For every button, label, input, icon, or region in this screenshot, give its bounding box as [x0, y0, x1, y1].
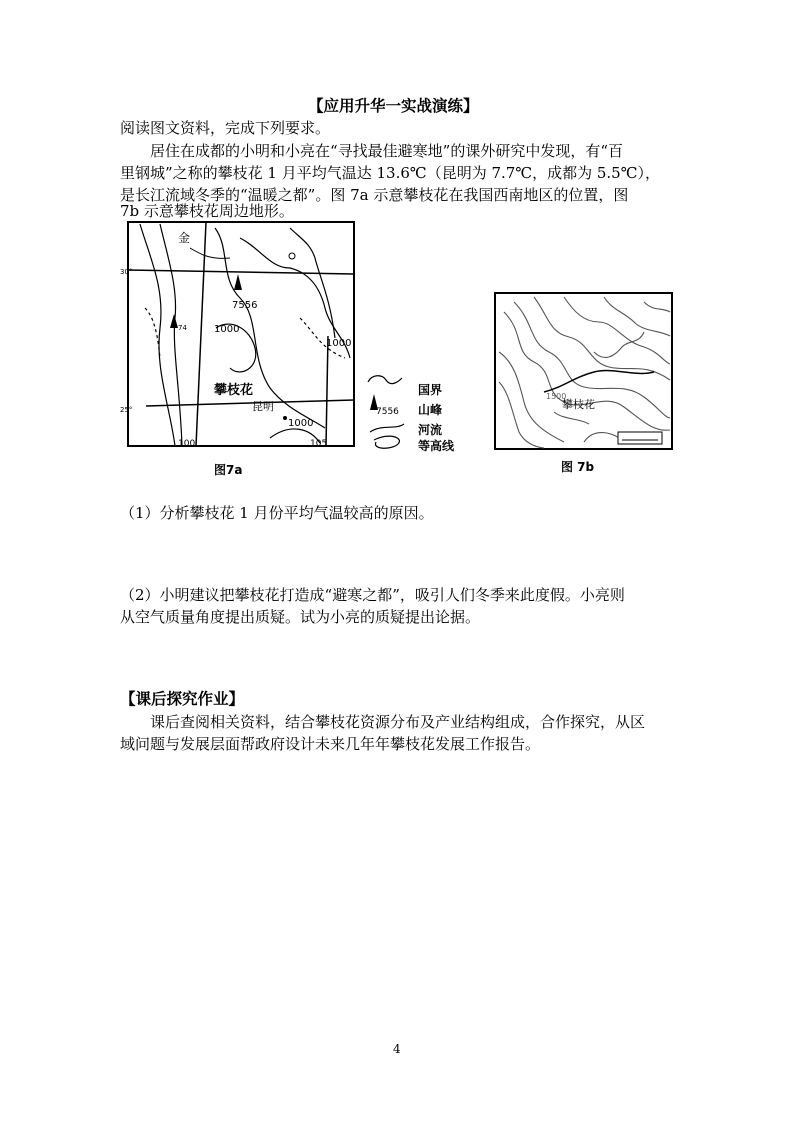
homework-line-2: 域问题与发展层面帮政府设计未来几年年攀枝花发展工作报告。: [120, 735, 541, 753]
figure-7a-caption: 图7a: [214, 463, 243, 477]
label-jin: 金: [178, 231, 191, 245]
paragraph-line-2: 里钢城”之称的攀枝花 1 月平均气温达 13.6℃（昆明为 7.7℃，成都为 5.5℃），: [120, 164, 661, 182]
label-contour-1000-a: 1000: [214, 324, 240, 335]
page-number: 4: [393, 1042, 401, 1056]
legend-contour-label: 等高线: [418, 439, 455, 453]
question-2-line-1: （2）小明建议把攀枝花打造成“避寒之都”，吸引人们冬季来此度假。小亮则: [120, 586, 625, 604]
paragraph-line-3: 是长江流域冬季的“温暖之都”。图 7a 示意攀枝花在我国西南地区的位置，图: [120, 186, 629, 204]
label-lat-30: 30°: [120, 268, 133, 276]
label-panzhihua: 攀枝花: [214, 383, 254, 398]
label-lon-100: 100: [178, 439, 196, 449]
legend-peak-label: 山峰: [418, 403, 443, 417]
question-2-line-2: 从空气质量角度提出质疑。试为小亮的质疑提出论据。: [120, 608, 481, 626]
legend-river-symbol: [370, 424, 404, 432]
paragraph-line-1: 居住在成都的小明和小亮在“寻找最佳避寒地”的课外研究中发现，有“百: [150, 142, 624, 160]
label-peak-elevation: 7556: [232, 300, 258, 311]
intro-text: 阅读图文资料，完成下列要求。: [120, 119, 331, 137]
label-peak-small: 74: [178, 324, 187, 332]
legend-river-label: 河流: [418, 423, 443, 437]
label-contour-1000-c: 1000: [288, 418, 314, 429]
label-panzhihua-7b: 攀枝花: [562, 398, 595, 411]
label-kunming: 昆明: [252, 400, 274, 413]
figure-7b-terrain: [494, 292, 674, 452]
figure-7b-caption: 图 7b: [561, 460, 595, 474]
question-1: （1）分析攀枝花 1 月份平均气温较高的原因。: [120, 504, 434, 522]
legend-contour-symbol: [374, 436, 399, 448]
label-elevation: 1500: [546, 392, 567, 401]
legend-border-label: 国界: [418, 383, 443, 397]
section-title-practice: 【应用升华一实战演练】: [308, 97, 479, 115]
label-contour-1000-b: 1000: [326, 338, 352, 349]
label-lon-105: 105: [310, 439, 328, 449]
legend-peak-elevation: 7556: [376, 407, 399, 417]
label-lat-25: 25°: [120, 406, 133, 414]
paragraph-line-4: 7b 示意攀枝花周边地形。: [120, 202, 294, 220]
figure-7a-map: [120, 218, 480, 466]
homework-line-1: 课后查阅相关资料，结合攀枝花资源分布及产业结构组成，合作探究，从区: [150, 713, 646, 731]
legend-border-symbol: [368, 376, 402, 384]
section-title-homework: 【课后探究作业】: [120, 690, 245, 708]
